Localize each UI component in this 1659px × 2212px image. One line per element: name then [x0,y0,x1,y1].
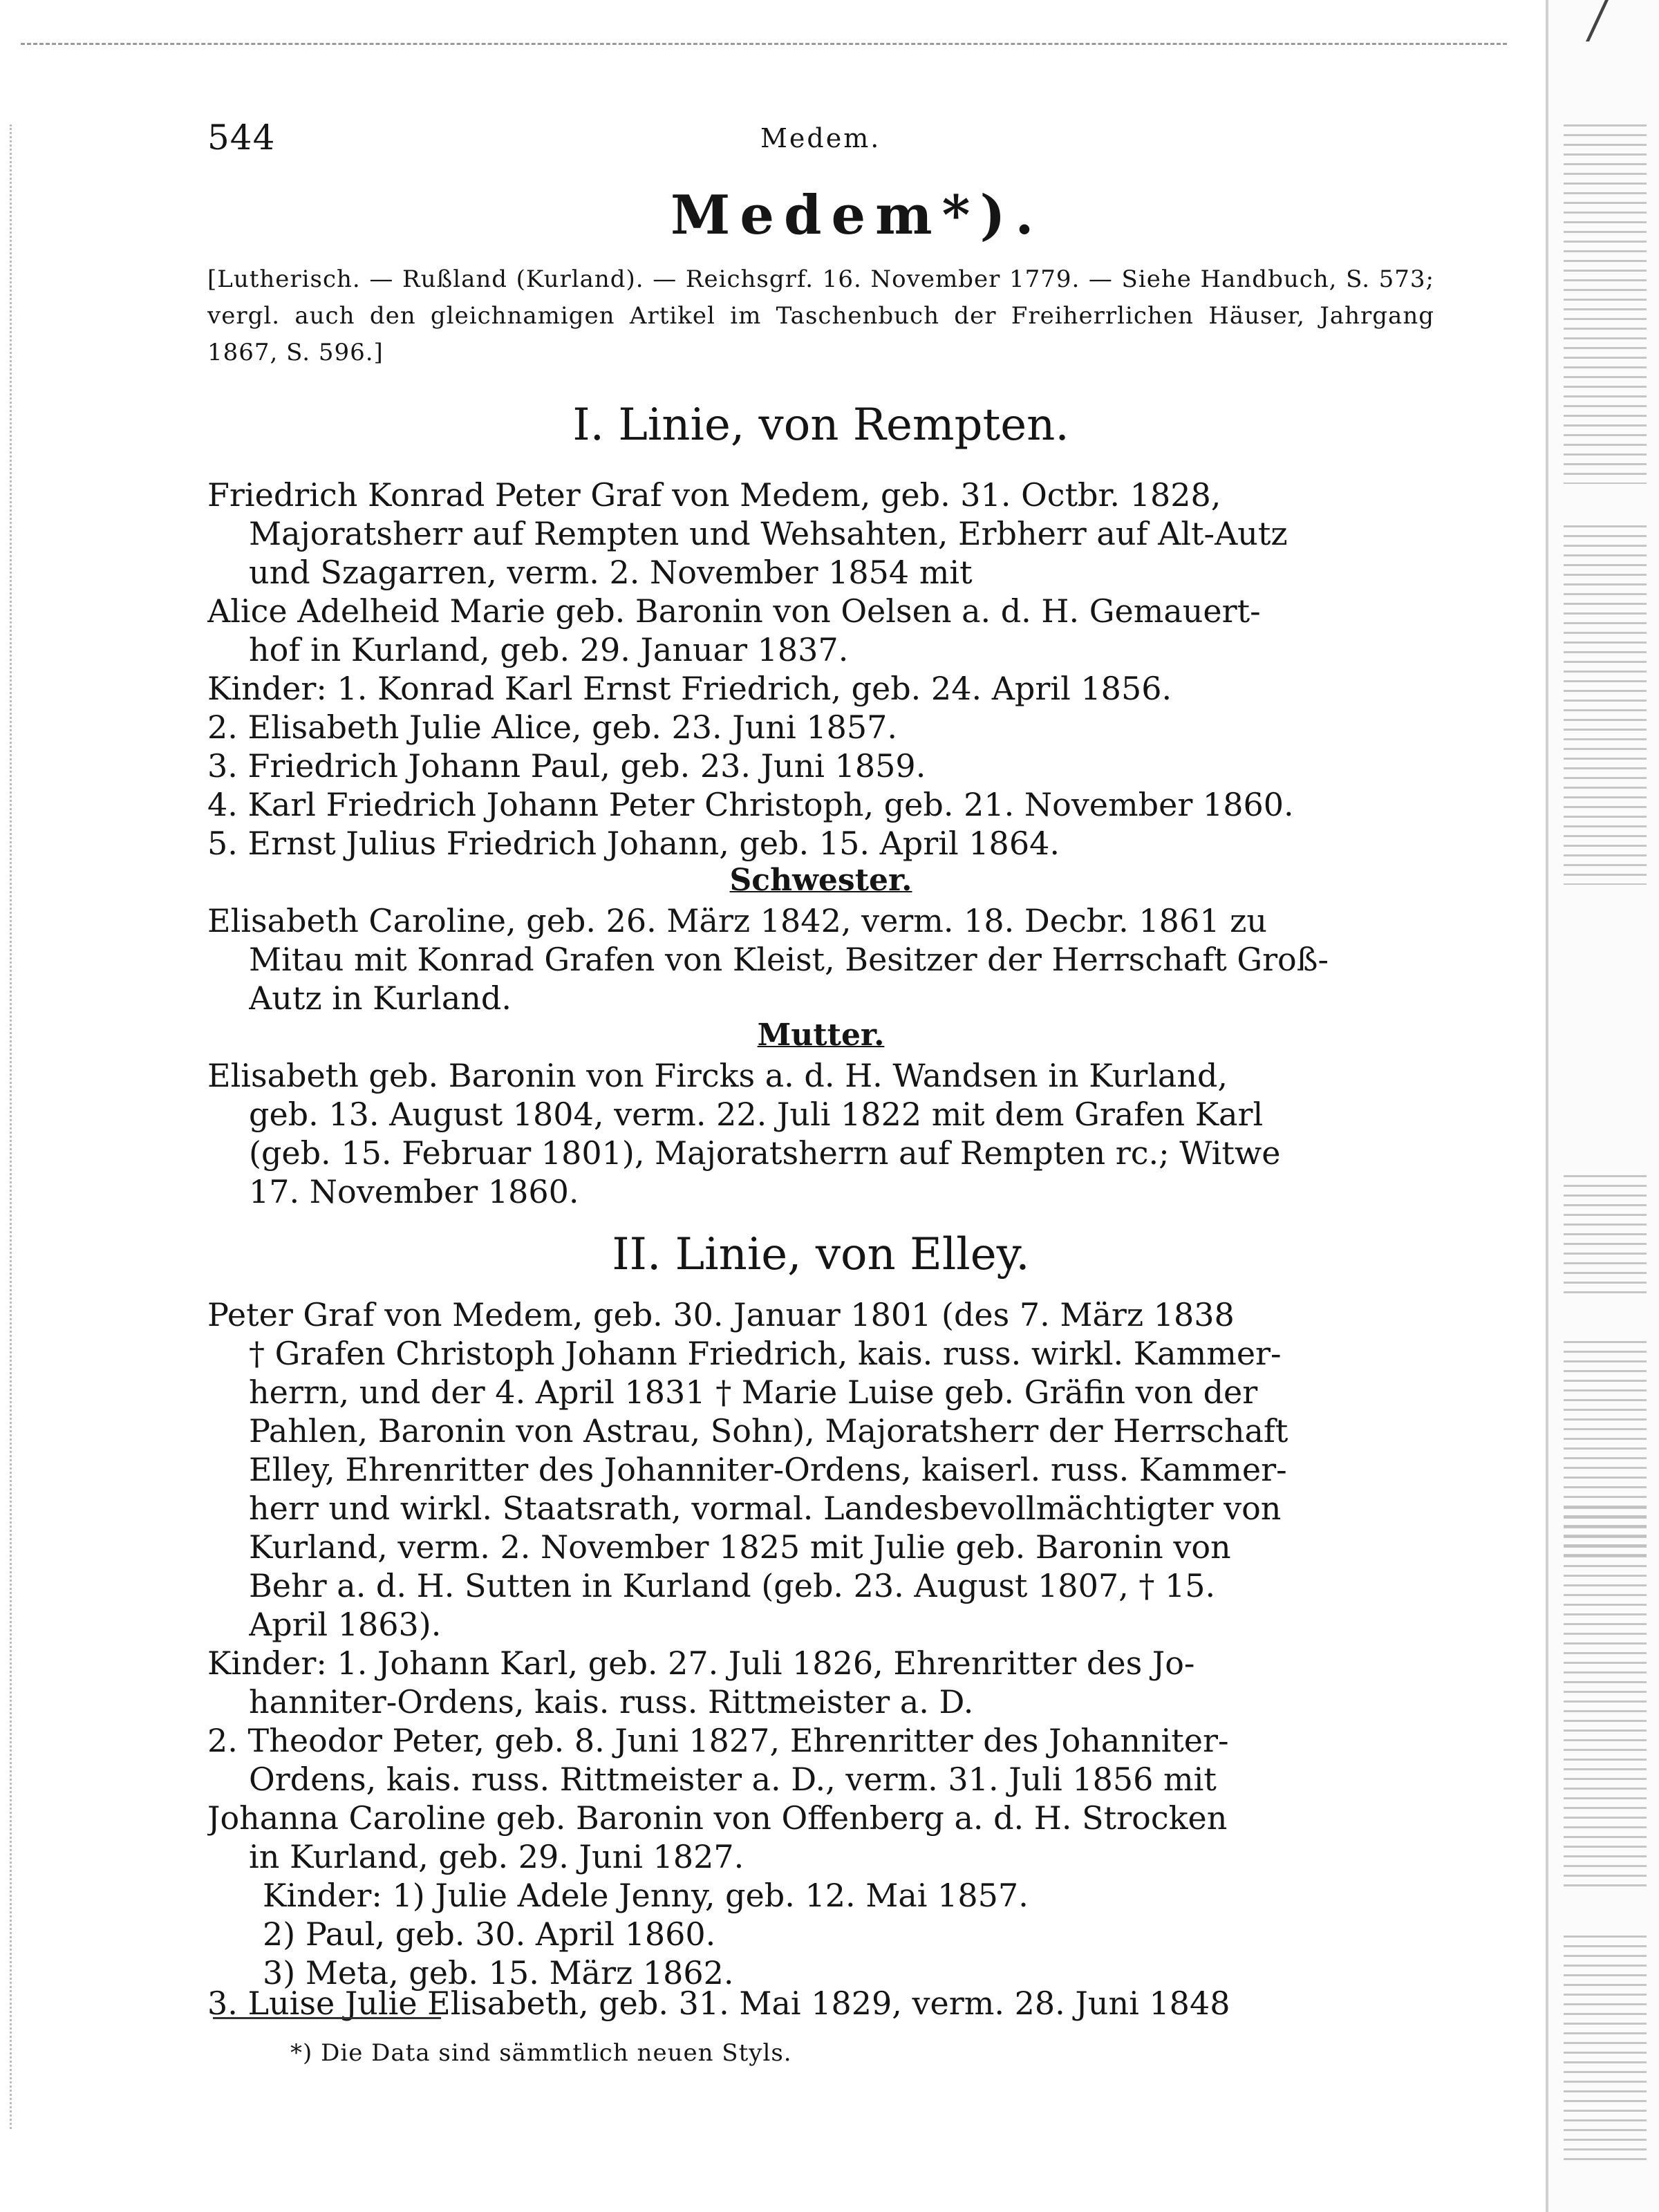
left-page-edge [10,124,12,2129]
intro-paragraph: [Lutherisch. — Rußland (Kurland). — Reichsgrf. 16. November 1779. — Siehe Handbuch, S. 573; vergl. auch den gleichnamigen Artikel im Taschenbuch der Freiherrlichen Häuser, Jahrgang 1867, S. 596.] [207,265,1434,366]
entry-line: Elley, Ehrenritter des Johanniter-Ordens, kaiserl. russ. Kammer- [249,1451,1287,1488]
adjacent-text-block [1564,1175,1647,1300]
entry-line: 4. Karl Friedrich Johann Peter Christoph, geb. 21. November 1860. [207,786,1294,823]
entry-line: Johanna Caroline geb. Baronin von Offenberg a. d. H. Strocken [207,1799,1228,1837]
section-heading-line-2: II. Linie, von Elley. [612,1229,1030,1280]
entry-line: Autz in Kurland. [249,980,512,1017]
entry-line: 2) Paul, geb. 30. April 1860. [263,1915,716,1953]
entry-line: 17. November 1860. [249,1173,579,1210]
entry-line: herrn, und der 4. April 1831 † Marie Luise geb. Gräfin von der [249,1374,1258,1411]
subheading-mother: Mutter. [757,1018,885,1053]
entry-line: Kinder: 1. Konrad Karl Ernst Friedrich, geb. 24. April 1856. [207,670,1172,707]
entry-line: herr und wirkl. Staatsrath, vormal. Landesbevollmächtigter von [249,1490,1282,1527]
entry-line: (geb. 15. Februar 1801), Majoratsherrn auf Rempten rc.; Witwe [249,1134,1281,1172]
entry-line: Mitau mit Konrad Grafen von Kleist, Besitzer der Herrschaft Groß- [249,941,1329,978]
section-heading-line-1: I. Linie, von Rempten. [572,400,1069,451]
entry-line: Majoratsherr auf Rempten und Wehsahten, Erbherr auf Alt-Autz [249,515,1288,552]
entry-line: hof in Kurland, geb. 29. Januar 1837. [249,631,849,668]
top-rule [21,43,1507,45]
entry-line: Kinder: 1. Johann Karl, geb. 27. Juli 1826, Ehrenritter des Jo- [207,1644,1195,1682]
adjacent-text-block [1564,525,1647,885]
entry-line: Kurland, verm. 2. November 1825 mit Julie geb. Baronin von [249,1528,1231,1566]
entry-line: Peter Graf von Medem, geb. 30. Januar 1801 (des 7. März 1838 [207,1296,1235,1333]
footnote-rule [213,2017,441,2019]
entry-line: in Kurland, geb. 29. Juni 1827. [249,1838,744,1875]
entry-line: 3) Meta, geb. 15. März 1862. [263,1954,734,1991]
adjacent-text-block [1564,1507,1647,1894]
entry-line: Behr a. d. H. Sutten in Kurland (geb. 23. August 1807, † 15. [249,1567,1216,1604]
entry-line: 3. Friedrich Johann Paul, geb. 23. Juni 1859. [207,747,926,785]
entry-line: Pahlen, Baronin von Astrau, Sohn), Majoratsherr der Herrschaft [249,1412,1288,1450]
entry-line: Ordens, kais. russ. Rittmeister a. D., verm. 31. Juli 1856 mit [249,1761,1217,1798]
subheading-sister: Schwester. [729,863,912,898]
page-fold [1546,0,1548,2212]
entry-line: und Szagarren, verm. 2. November 1854 mit [249,554,973,591]
entry-line: Friedrich Konrad Peter Graf von Medem, geb. 31. Octbr. 1828, [207,476,1221,514]
entry-line: Elisabeth Caroline, geb. 26. März 1842, verm. 18. Decbr. 1861 zu [207,902,1267,939]
entry-line: 2. Theodor Peter, geb. 8. Juni 1827, Ehrenritter des Johanniter- [207,1722,1229,1759]
entry-line: geb. 13. August 1804, verm. 22. Juli 1822 mit dem Grafen Karl [249,1096,1264,1133]
entry-line: Alice Adelheid Marie geb. Baronin von Oelsen a. d. H. Gemauert- [207,592,1261,630]
entry-line: 2. Elisabeth Julie Alice, geb. 23. Juni 1857. [207,709,898,746]
entry-line: Elisabeth geb. Baronin von Fircks a. d. H. Wandsen in Kurland, [207,1057,1228,1094]
entry-line: † Grafen Christoph Johann Friedrich, kais. russ. wirkl. Kammer- [249,1335,1282,1372]
page-title: Medem*). [671,184,1044,247]
entry-line: April 1863). [249,1606,442,1643]
running-head: Medem. [760,123,881,153]
footnote: *) Die Data sind sämmtlich neuen Styls. [290,2039,792,2067]
entry-line: 3. Luise Julie Elisabeth, geb. 31. Mai 1829, verm. 28. Juni 1848 [207,1985,1230,2022]
adjacent-text-block [1564,124,1647,484]
entry-line: Kinder: 1) Julie Adele Jenny, geb. 12. Mai 1857. [263,1877,1029,1914]
page-number: 544 [207,118,276,158]
entry-line: 5. Ernst Julius Friedrich Johann, geb. 15. April 1864. [207,825,1060,862]
entry-line: hanniter-Ordens, kais. russ. Rittmeister a. D. [249,1683,974,1721]
adjacent-text-block [1564,1936,1647,2164]
